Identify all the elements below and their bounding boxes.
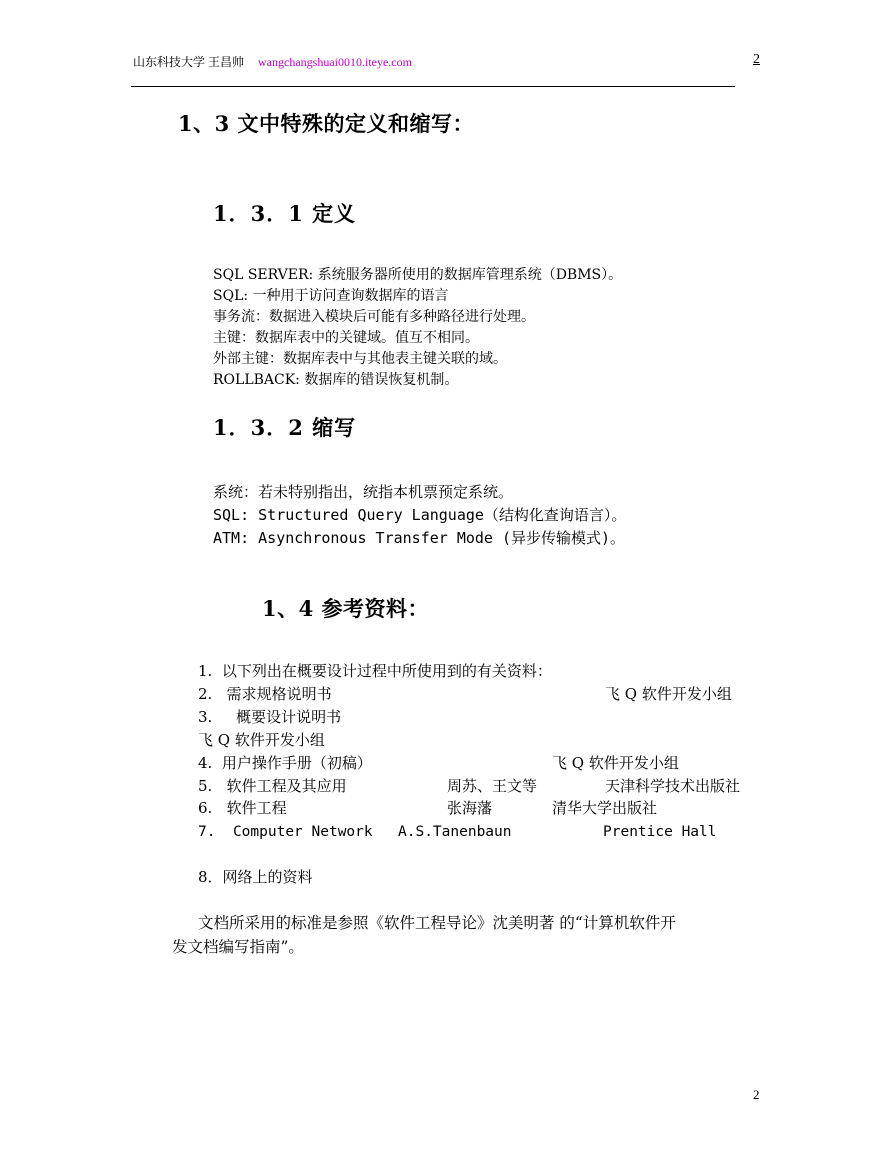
- reference-item: [198, 775, 347, 798]
- reference-number: 1.: [198, 662, 213, 680]
- abbreviation-line: ATM: Asynchronous Transfer Mode (异步传输模式)。: [213, 529, 626, 547]
- reference-publisher: Prentice Hall: [603, 824, 717, 840]
- reference-title: Computer Network: [232, 824, 373, 840]
- subsection-heading-abbreviations: 1．3．2 缩写: [213, 415, 357, 440]
- reference-publisher: 天津科学技术出版社: [605, 777, 741, 795]
- reference-number: 5.: [198, 777, 213, 795]
- reference-title: 软件工程及其应用: [226, 777, 347, 795]
- reference-publisher: 飞 Q 软件开发小组: [605, 685, 732, 703]
- reference-title: 需求规格说明书: [226, 685, 332, 703]
- reference-publisher: 飞 Q 软件开发小组: [552, 754, 679, 772]
- reference-item: [198, 752, 372, 775]
- reference-number: 4.: [198, 754, 213, 772]
- reference-item: [198, 683, 332, 706]
- reference-number: 2.: [198, 685, 213, 703]
- reference-author: 周苏、王文等: [447, 777, 538, 795]
- reference-title: 软件工程: [226, 799, 287, 817]
- abbreviation-line: 系统：若未特别指出，统指本机票预定系统。: [213, 483, 514, 501]
- definition-line: 事务流：数据进入模块后可能有多种路径进行处理。: [213, 309, 535, 325]
- footer-page-number: 2: [753, 1087, 760, 1102]
- reference-item: [198, 706, 341, 729]
- section-heading-1-3: 1、3 文中特殊的定义和缩写：: [178, 111, 475, 136]
- header-divider: [131, 86, 735, 87]
- reference-continuation: 飞 Q 软件开发小组: [198, 731, 325, 749]
- reference-publisher: 清华大学出版社: [552, 799, 658, 817]
- page-header: [133, 53, 412, 70]
- reference-author: A.S.Tanenbaun: [398, 824, 512, 840]
- reference-number: 3.: [198, 708, 213, 726]
- definition-line: ROLLBACK: 数据库的错误恢复机制。: [213, 372, 459, 388]
- standard-paragraph-line: 文档所采用的标准是参照《软件工程导论》沈美明著 的“计算机软件开: [198, 914, 676, 932]
- reference-title: 用户操作手册（初稿）: [221, 754, 372, 772]
- reference-title: 以下列出在概要设计过程中所使用到的有关资料：: [221, 662, 552, 680]
- reference-item: [198, 660, 552, 683]
- definition-line: SQL: 一种用于访问查询数据库的语言: [213, 288, 449, 304]
- header-author: 山东科技大学 王昌帅: [133, 55, 245, 69]
- reference-item-web: 8．网络上的资料: [198, 868, 313, 886]
- section-heading-references: 1、4 参考资料：: [262, 596, 430, 621]
- subsection-heading-definitions: 1．3．1 定义: [213, 201, 357, 226]
- reference-author: 张海藩: [447, 799, 493, 817]
- definition-line: SQL SERVER: 系统服务器所使用的数据库管理系统（DBMS）。: [213, 267, 623, 283]
- standard-paragraph-line: 发文档编写指南”。: [172, 938, 304, 956]
- definition-line: 外部主键：数据库表中与其他表主键关联的域。: [213, 351, 507, 367]
- definition-line: 主键：数据库表中的关键域。值互不相同。: [213, 330, 479, 346]
- header-url[interactable]: wangchangshuai0010.iteye.com: [258, 55, 412, 69]
- reference-item: [198, 821, 373, 844]
- definitions-list: [213, 265, 622, 391]
- abbreviations-list: [213, 481, 626, 550]
- abbreviation-line: SQL: Structured Query Language（结构化查询语言）。: [213, 506, 627, 524]
- reference-number: 6.: [198, 799, 213, 817]
- reference-number: 7.: [198, 824, 216, 840]
- reference-item: [198, 797, 287, 820]
- header-page-number: 2: [753, 52, 760, 67]
- reference-title: 概要设计说明书: [236, 708, 342, 726]
